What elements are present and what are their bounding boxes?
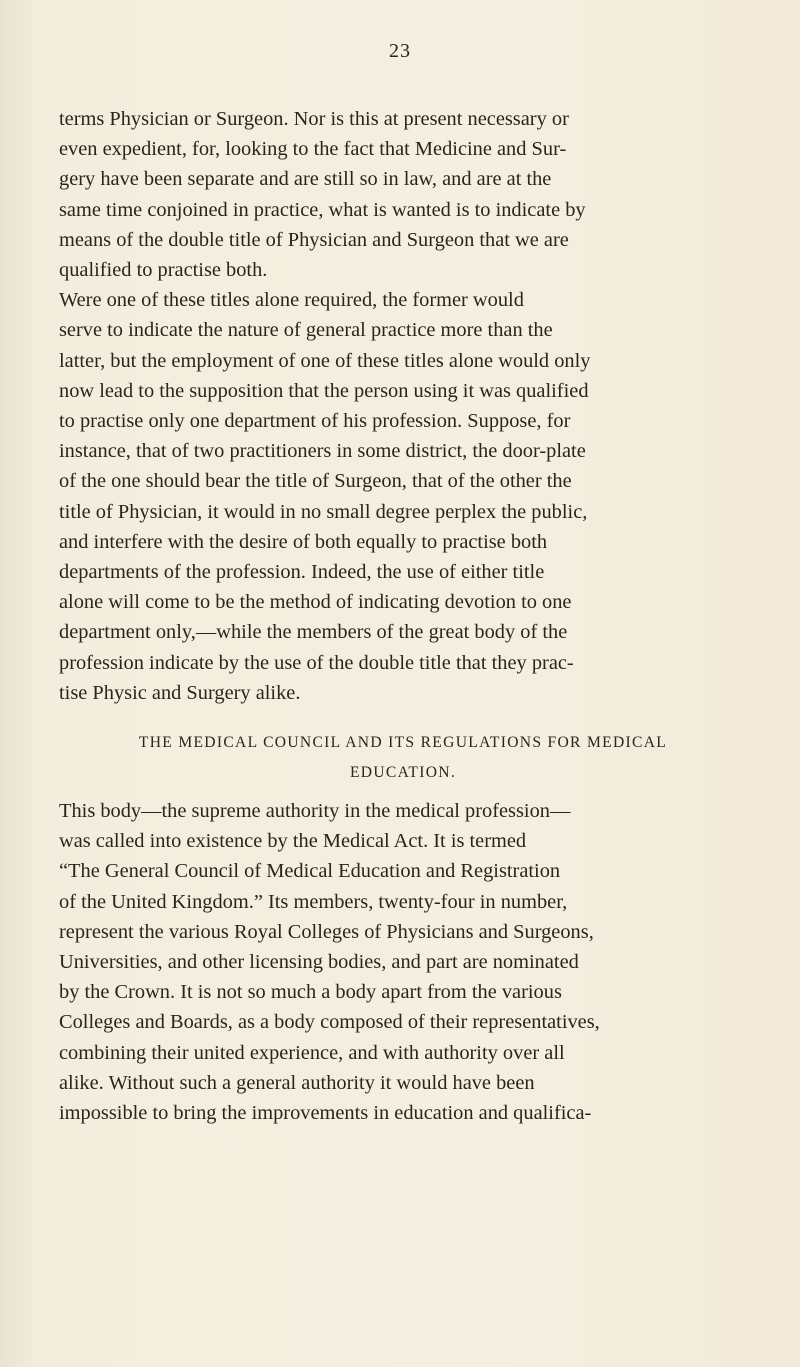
body-text <box>59 104 747 1128</box>
section-paragraph: This body—the supreme authority in the medical profession— was called into existence by the Medical Act. It is termed “The General Council of Medical Education and Registration of the United Kingdom.” Its members, twenty-four in number, represent the various Royal Colleges of Physicians and Surgeons, Universities, and other licensing bodies, and part are nominated by the Crown. It is not so much a body apart from the various Colleges and Boards, as a body composed of their representatives, combining their united experience, and with authority over all alike. Without such a general authority it would have been impossible to bring the improvements in education and qualifica- <box>59 800 600 1125</box>
paragraph-1: terms Physician or Surgeon. Nor is this at present necessary or even expedient, for, looking to the fact that Medicine and Sur- gery have been separate and are still so in law, and are at the same time conjoined in practice, what is wanted is to indicate by means of the double title of Physician and Surgeon that we are qualified to practise both. <box>59 108 586 282</box>
section-heading: THE MEDICAL COUNCIL AND ITS REGULATIONS FOR MEDICAL EDUCATION. <box>138 734 668 782</box>
paragraph-2: Were one of these titles alone required, the former would serve to indicate the nature of general practice more than the latter, but the employment of one of these titles alone would only now lead to the supposition that the person using it was qualified to practise only one department of his profession. Suppose, for instance, that of two practitioners in some district, the door-plate of the one should bear the title of Surgeon, that of the other the title of Physician, it would in no small degree perplex the public, and interfere with the desire of both equally to practise both departments of the profession. Indeed, the use of either title alone will come to be the method of indicating devotion to one department only,—while the members of the great body of the profession indicate by the use of the double title that they prac- tise Physic and Surgery alike. <box>59 289 591 704</box>
page-number: 23 <box>389 40 411 62</box>
